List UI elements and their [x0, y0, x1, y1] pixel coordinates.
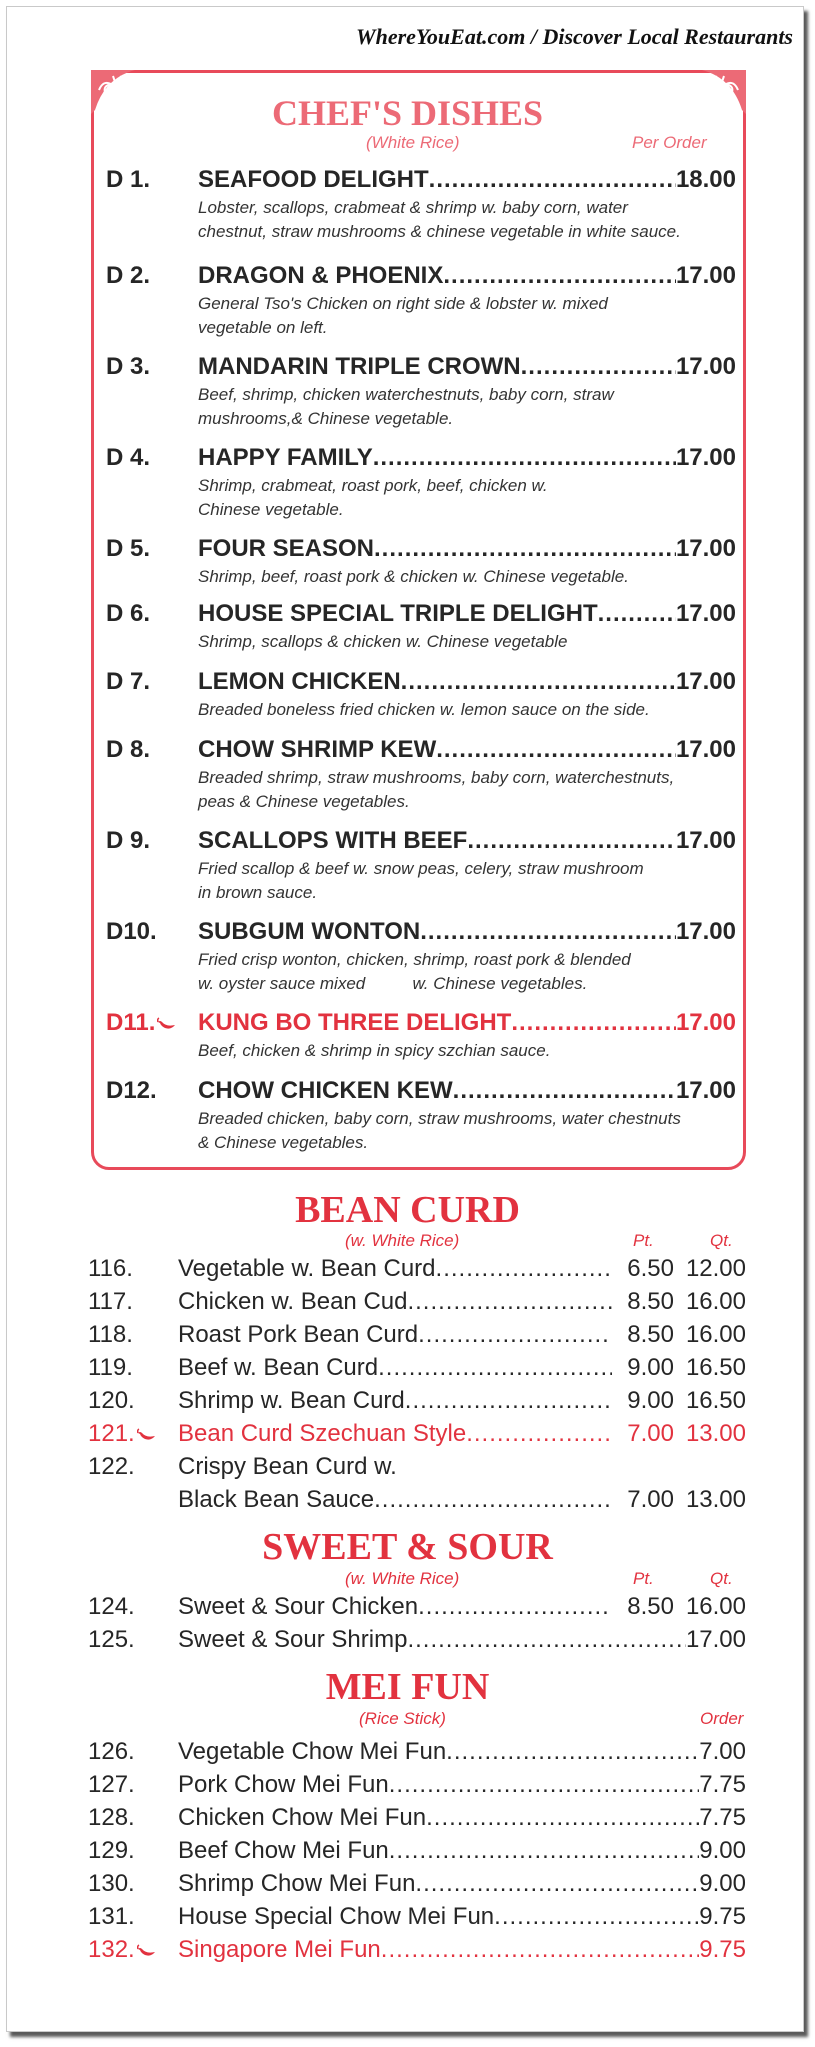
price-column-label: Per Order: [632, 133, 707, 152]
price-quart: 13.00: [685, 1420, 746, 1447]
item-number: D12.: [106, 1077, 157, 1104]
menu-item[interactable]: [88, 1387, 746, 1415]
leader-dots: [407, 1626, 686, 1654]
menu-item[interactable]: [88, 1354, 746, 1382]
menu-item[interactable]: [106, 353, 736, 431]
item-name: Vegetable Chow Mei Fun: [178, 1738, 447, 1765]
item-name: LEMON CHICKEN: [198, 668, 401, 695]
item-number: D 7.: [106, 668, 151, 695]
item-price: 17.00: [685, 1626, 746, 1653]
item-description: Shrimp, scallops & chicken w. Chinese vegetable: [198, 632, 568, 651]
item-name: KUNG BO THREE DELIGHT: [198, 1009, 512, 1036]
section-subtitle: (w. White Rice): [345, 1569, 460, 1588]
price-quart: 13.00: [685, 1486, 746, 1513]
item-name: Singapore Mei Fun: [178, 1936, 381, 1963]
leader-dots: [389, 1771, 700, 1799]
section-title-chefs-dishes: CHEF'S DISHES: [271, 93, 544, 133]
column-header-quart: Qt.: [710, 1569, 733, 1588]
site-title[interactable]: WhereYouEat.com / Discover Local Restaurants: [356, 24, 793, 49]
item-name: Pork Chow Mei Fun: [178, 1771, 389, 1798]
item-price: 17.00: [675, 736, 736, 763]
item-name: Bean Curd Szechuan Style: [178, 1420, 467, 1447]
item-name: Roast Pork Bean Curd: [178, 1321, 419, 1348]
item-name: Beef w. Bean Curd: [178, 1354, 379, 1381]
item-price: 9.00: [699, 1837, 746, 1864]
item-number: D 3.: [106, 353, 151, 380]
leader-dots: [418, 1321, 612, 1349]
section-subtitle: (Rice Stick): [359, 1709, 446, 1728]
price-quart: 16.00: [685, 1593, 746, 1620]
item-name: DRAGON & PHOENIX: [198, 262, 444, 289]
item-price: 17.00: [675, 827, 736, 854]
menu-item[interactable]: [88, 1453, 746, 1481]
item-price: 7.75: [699, 1804, 746, 1831]
item-name: Sweet & Sour Shrimp: [178, 1626, 408, 1653]
item-name: CHOW SHRIMP KEW: [198, 736, 437, 763]
item-description: Lobster, scallops, crabmeat & shrimp w. baby corn, water chestnut, straw mushrooms & chinese vegetable in white sauce.: [198, 198, 681, 241]
item-price: 7.75: [699, 1771, 746, 1798]
chili-pepper-icon: [137, 1428, 157, 1442]
item-number: 131.: [88, 1903, 135, 1930]
leader-dots: [373, 444, 676, 472]
item-number: D10.: [106, 918, 157, 945]
leader-dots: [443, 262, 676, 290]
item-price: 17.00: [675, 668, 736, 695]
menu-item[interactable]: [106, 668, 736, 722]
column-header-pint: Pt.: [633, 1231, 654, 1250]
item-name: SCALLOPS WITH BEEF: [198, 827, 468, 854]
item-name: HAPPY FAMILY: [198, 444, 373, 471]
item-name: Shrimp Chow Mei Fun: [178, 1870, 416, 1897]
leader-dots: [407, 1288, 612, 1316]
item-name: Chicken w. Bean Cud: [178, 1288, 408, 1315]
item-number: 116.: [88, 1255, 133, 1282]
item-name: CHOW CHICKEN KEW: [198, 1077, 453, 1104]
item-description: Beef, shrimp, chicken waterchestnuts, baby corn, straw mushrooms,& Chinese vegetable.: [198, 385, 614, 428]
item-number: D11.: [106, 1009, 198, 1037]
leader-dots: [415, 1870, 699, 1898]
menu-item[interactable]: [106, 444, 736, 522]
leader-dots: [466, 1420, 612, 1448]
item-number: D 2.: [106, 262, 151, 289]
item-number: D 5.: [106, 535, 151, 562]
leader-dots: [420, 918, 676, 946]
item-name: Beef Chow Mei Fun: [178, 1837, 389, 1864]
leader-dots: [453, 1077, 676, 1105]
leader-dots: [511, 1009, 676, 1037]
item-price: 9.00: [699, 1870, 746, 1897]
item-price: 9.75: [699, 1903, 746, 1930]
item-description: Fried scallop & beef w. snow peas, celery, straw mushroom in brown sauce.: [198, 859, 644, 902]
price-pint: 9.00: [627, 1387, 674, 1414]
section-subtitle: (White Rice): [366, 133, 460, 152]
item-number: D 4.: [106, 444, 151, 471]
price-pint: 7.00: [627, 1486, 674, 1513]
menu-item[interactable]: [106, 600, 736, 654]
item-name: Sweet & Sour Chicken: [178, 1593, 419, 1620]
leader-dots: [521, 353, 676, 381]
item-price: 9.75: [699, 1936, 746, 1963]
leader-dots: [436, 736, 676, 764]
item-name: FOUR SEASON: [198, 535, 375, 562]
item-price: 17.00: [675, 1009, 736, 1036]
leader-dots: [374, 535, 676, 563]
item-description: Breaded chicken, baby corn, straw mushrooms, water chestnuts & Chinese vegetables.: [198, 1109, 681, 1152]
menu-item[interactable]: [88, 1738, 746, 1766]
item-number: 124.: [88, 1593, 135, 1620]
item-name: SEAFOOD DELIGHT: [198, 166, 429, 193]
chili-pepper-icon: [157, 1017, 177, 1031]
item-price: 17.00: [675, 1077, 736, 1104]
menu-item[interactable]: [88, 1804, 746, 1832]
leader-dots: [389, 1837, 700, 1865]
section-title-bean-curd: BEAN CURD: [295, 1189, 520, 1231]
menu-item[interactable]: [106, 166, 736, 244]
leader-dots: [429, 166, 676, 194]
price-pint: 7.00: [627, 1420, 674, 1447]
item-number: 132.: [88, 1936, 178, 1964]
item-price: 18.00: [675, 166, 736, 193]
item-number: D 9.: [106, 827, 151, 854]
item-price: 7.00: [699, 1738, 746, 1765]
section-subtitle: (w. White Rice): [345, 1231, 460, 1250]
column-header-pint: Pt.: [633, 1569, 654, 1588]
item-number: 127.: [88, 1771, 135, 1798]
price-quart: 16.50: [685, 1354, 746, 1381]
menu-item-spicy[interactable]: [106, 1009, 736, 1063]
leader-dots: [381, 1936, 700, 1964]
price-quart: 12.00: [685, 1255, 746, 1282]
item-number: D 6.: [106, 600, 151, 627]
item-price: 17.00: [675, 918, 736, 945]
price-pint: 6.50: [627, 1255, 674, 1282]
menu-item[interactable]: [88, 1837, 746, 1865]
column-header-quart: Qt.: [710, 1231, 733, 1250]
item-description: Fried crisp wonton, chicken, shrimp, roast pork & blended w. oyster sauce mixed w. Chinese vegetables.: [198, 950, 631, 993]
item-name: SUBGUM WONTON: [198, 918, 421, 945]
section-title-mei-fun: MEI FUN: [325, 1666, 490, 1708]
item-number: D 8.: [106, 736, 151, 763]
item-name: Vegetable w. Bean Curd: [178, 1255, 436, 1282]
menu-item[interactable]: [106, 827, 736, 905]
item-name-line2: Black Bean Sauce: [178, 1486, 375, 1513]
item-number: 128.: [88, 1804, 135, 1831]
leader-dots: [378, 1354, 612, 1382]
item-description: Beef, chicken & shrimp in spicy szchian sauce.: [198, 1041, 551, 1060]
menu-item[interactable]: [88, 1626, 746, 1654]
column-header-order: Order: [700, 1709, 744, 1728]
item-number: 126.: [88, 1738, 135, 1765]
menu-item[interactable]: [88, 1321, 746, 1349]
menu-item[interactable]: [88, 1255, 746, 1283]
leader-dots: [374, 1486, 612, 1514]
price-quart: 16.00: [685, 1321, 746, 1348]
item-name: Shrimp w. Bean Curd: [178, 1387, 405, 1414]
price-pint: 9.00: [627, 1354, 674, 1381]
section-title-sweet-sour: SWEET & SOUR: [262, 1526, 553, 1568]
menu-item[interactable]: [88, 1593, 746, 1621]
price-pint: 8.50: [627, 1593, 674, 1620]
item-number: 122.: [88, 1453, 135, 1480]
item-number: 119.: [88, 1354, 133, 1381]
item-name: Crispy Bean Curd w.: [178, 1453, 397, 1480]
price-pint: 8.50: [627, 1288, 674, 1315]
menu-item-continued[interactable]: [88, 1486, 746, 1514]
leader-dots: [494, 1903, 699, 1931]
menu-item[interactable]: [106, 1077, 736, 1155]
item-number: 130.: [88, 1870, 135, 1897]
item-description: Breaded shrimp, straw mushrooms, baby corn, waterchestnuts, peas & Chinese vegetables.: [198, 768, 675, 811]
item-name: Chicken Chow Mei Fun: [178, 1804, 427, 1831]
item-description: General Tso's Chicken on right side & lobster w. mixed vegetable on left.: [198, 294, 608, 337]
leader-dots: [467, 827, 676, 855]
leader-dots: [446, 1738, 699, 1766]
item-price: 17.00: [675, 262, 736, 289]
leader-dots: [418, 1593, 612, 1621]
leader-dots: [436, 1255, 612, 1283]
menu-item[interactable]: [106, 736, 736, 814]
item-description: Breaded boneless fried chicken w. lemon sauce on the side.: [198, 700, 650, 719]
menu-item[interactable]: [88, 1870, 746, 1898]
menu-item[interactable]: [106, 918, 736, 996]
leader-dots: [401, 668, 676, 696]
menu-item[interactable]: [88, 1771, 746, 1799]
item-name: House Special Chow Mei Fun: [178, 1903, 495, 1930]
item-price: 17.00: [675, 600, 736, 627]
item-name: HOUSE SPECIAL TRIPLE DELIGHT: [198, 600, 598, 627]
item-number: 117.: [88, 1288, 133, 1315]
menu-item[interactable]: [106, 535, 736, 589]
menu-item-spicy[interactable]: [88, 1936, 746, 1964]
price-pint: 8.50: [627, 1321, 674, 1348]
item-number: 125.: [88, 1626, 135, 1653]
item-price: 17.00: [675, 353, 736, 380]
item-number: D 1.: [106, 166, 151, 193]
price-quart: 16.50: [685, 1387, 746, 1414]
item-number: 118.: [88, 1321, 133, 1348]
item-name: MANDARIN TRIPLE CROWN: [198, 353, 521, 380]
menu-item[interactable]: [106, 262, 736, 340]
leader-dots: [426, 1804, 699, 1832]
price-quart: 16.00: [685, 1288, 746, 1315]
item-description: Shrimp, beef, roast pork & chicken w. Chinese vegetable.: [198, 567, 629, 586]
menu-item[interactable]: [88, 1288, 746, 1316]
item-number: 121.: [88, 1420, 178, 1448]
item-number: 129.: [88, 1837, 135, 1864]
item-number: 120.: [88, 1387, 135, 1414]
item-description: Shrimp, crabmeat, roast pork, beef, chicken w. Chinese vegetable.: [198, 476, 548, 519]
item-price: 17.00: [675, 444, 736, 471]
leader-dots: [405, 1387, 612, 1415]
chili-pepper-icon: [137, 1944, 157, 1958]
item-price: 17.00: [675, 535, 736, 562]
menu-item-spicy[interactable]: [88, 1420, 746, 1448]
menu-item[interactable]: [88, 1903, 746, 1931]
leader-dots: [598, 600, 676, 628]
